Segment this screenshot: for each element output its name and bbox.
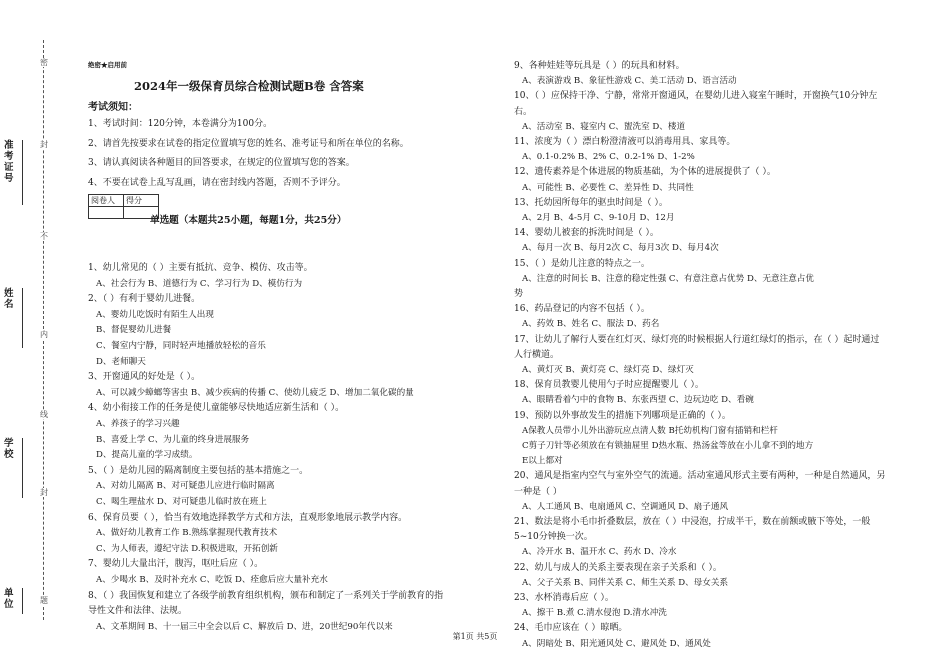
seal-mark: 题: [40, 596, 48, 605]
question-text: 13、托幼园所每年的驱虫时间是（ ）。: [514, 197, 668, 208]
field-school-label: 学校: [4, 438, 14, 460]
answer-options: A、社会行为 B、道德行为 C、学习行为 D、模仿行为: [96, 278, 303, 289]
question-text: 5~10分钟换一次。: [514, 532, 593, 543]
question-text: 导性文件和法律、法规。: [88, 606, 188, 617]
score-table-grader: 阅卷人: [89, 195, 124, 207]
seal-mark: 封: [40, 140, 48, 149]
question-text: 10、（ ）应保持干净、宁静，常常开窗通风，在婴幼儿进入寝室午睡时，开窗换气10分钟左: [514, 91, 878, 102]
answer-options: A、可能性 B、必要性 C、差异性 D、共同性: [522, 182, 694, 193]
question-text: 5、（ ）是幼儿园的隔离制度主要包括的基本措施之一。: [88, 465, 309, 476]
page-footer: 第1页 共5页: [452, 632, 498, 641]
answer-options: A、文革期间 B、十一届三中全会以后 C、解放后 D、进，20世纪90年代以来: [96, 621, 393, 632]
seal-mark: 密: [40, 58, 48, 67]
question-text: 20、通风是指室内空气与室外空气的流通。活动室通风形式主要有两种，一种是自然通风，另: [514, 471, 886, 482]
answer-options: B、督促婴幼儿进餐: [96, 325, 172, 336]
question-text: 9、各种娃娃等玩具是（ ）的玩具和材料。: [514, 61, 685, 71]
answer-options: A、做好幼儿教育工作 B.熟练掌握现代教育技术: [96, 528, 278, 539]
answer-options: A、阴暗处 B、阳光通风处 C、避风处 D、通风处: [522, 638, 711, 649]
question-text: 16、药品登记的内容不包括（ ）。: [514, 304, 650, 315]
binding-margin: [0, 0, 62, 671]
score-table: [88, 194, 159, 219]
question-text: 6、保育员要（ ），恰当有效地选择教学方式和方法，直观形象地展示教学内容。: [88, 512, 408, 523]
question-text: 1、幼儿常见的（ ）主要有抵抗、竞争、模仿、攻击等。: [88, 263, 313, 273]
section-heading: 单选题（本题共25小题，每题1分，共25分）: [150, 215, 347, 226]
answer-options: A、少喝水 B、及时补充水 C、吃饭 D、痊愈后应大量补充水: [96, 575, 328, 585]
seal-mark: 内: [40, 330, 48, 339]
question-text: 15、（ ）是幼儿注意的特点之一。: [514, 258, 650, 269]
answer-options: A、0.1-0.2% B、2% C、0.2-1% D、1-2%: [522, 152, 695, 163]
question-text: 7、婴幼儿大量出汗，腹泻，呕吐后应（ ）。: [88, 559, 264, 570]
answer-options: A、表演游戏 B、象征性游戏 C、美工活动 D、语言活动: [522, 76, 737, 87]
question-text: 4、幼小衔接工作的任务是使儿童能够尽快地适应新生活和（ ）。: [88, 403, 345, 414]
answer-options: A、活动室 B、寝室内 C、盥洗室 D、楼道: [522, 121, 686, 132]
question-text: 11、浓度为（ ）漂白粉澄清液可以消毒用具、家具等。: [514, 137, 736, 147]
score-table-grader-cell[interactable]: [89, 207, 124, 219]
answer-options: C、喝生理盐水 D、对可疑患儿临时放在班上: [96, 497, 267, 507]
answer-options: A、冷开水 B、温开水 C、药水 D、冷水: [522, 547, 677, 558]
notice-item: 4、不要在试卷上乱写乱画，请在密封线内答题，否则不予评分。: [88, 178, 346, 188]
question-text: 14、婴幼儿被套的拆洗时间是（ ）。: [514, 228, 659, 239]
answer-options: B、喜爱上学 C、为儿童的终身进展服务: [96, 434, 250, 445]
answer-options: A、人工通风 B、电扇通风 C、空调通风 D、扇子通风: [522, 501, 729, 512]
question-text: 22、幼儿与成人的关系主要表现在亲子关系和（ ）。: [514, 562, 722, 573]
answer-options: A、注意的时间长 B、注意的稳定性强 C、有意注意占优势 D、无意注意占优: [522, 273, 814, 284]
question-text: 8、（ ）我国恢复和建立了各级学前教育组织机构，颁布和制定了一系列关于学前教育的指: [88, 590, 444, 601]
answer-options: A、黄灯灭 B、黄灯亮 C、绿灯亮 D、绿灯灭: [522, 365, 694, 375]
field-unit-label: 单位: [4, 588, 14, 610]
notice-item: 3、请认真阅读各种题目的回答要求，在规定的位置填写您的答案。: [88, 158, 355, 168]
seal-mark: 不: [40, 232, 48, 241]
answer-options: A、每月一次 B、每月2次 C、每月3次 D、每月4次: [522, 243, 719, 254]
answer-options: E以上都对: [522, 456, 563, 467]
answer-options: A、2月 B、4-5月 C、9-10月 D、12月: [522, 213, 675, 223]
answer-options: C剪子刀针等必须放在有锁抽屉里 D热水瓶、热汤盆等放在小儿拿不到的地方: [522, 441, 814, 451]
question-text: 一种是（ ）: [514, 486, 562, 497]
answer-options: D、老师聊天: [96, 356, 146, 367]
answer-options: A、养孩子的学习兴趣: [96, 419, 180, 429]
question-text: 12、遗传素养是个体进展的物质基础，为个体的进展提供了（ ）。: [514, 167, 776, 178]
field-exam-number-label: 准考证号: [4, 140, 14, 184]
notice-heading: 考试须知：: [88, 102, 138, 113]
answer-options: A、眼睛看着勺中的食物 B、东张西望 C、边玩边吃 D、看碗: [522, 395, 754, 406]
page-title: 2024年一级保育员综合检测试题B卷 含答案: [134, 79, 364, 93]
score-table-score: 得分: [124, 195, 159, 207]
answer-options: A保教人员带小儿外出游玩应点清人数 B托幼机构门窗有插销和栏杆: [522, 425, 778, 436]
answer-options: A、对幼儿隔离 B、对可疑患儿应进行临时隔离: [96, 481, 275, 492]
answer-options: D、提高儿童的学习成绩。: [96, 450, 198, 461]
secret-label: 绝密★启用前: [88, 61, 127, 69]
answer-options: A、药效 B、姓名 C、服法 D、药名: [522, 319, 660, 330]
question-text: 24、毛巾应该在（ ）晾晒。: [514, 623, 628, 634]
question-text: 21、数法是将小毛巾折叠数层，放在（ ）中浸泡，拧成半干，数在前额或腋下等处，一般: [514, 517, 871, 527]
field-school-line: [22, 438, 23, 498]
field-exam-number-line: [22, 140, 23, 205]
seal-mark: 线: [40, 410, 48, 419]
answer-options: A、可以减少蟑螂等害虫 B、减少疾病的传播 C、使幼儿疲乏 D、增加二氧化碳的量: [96, 387, 414, 398]
field-name-label: 姓名: [4, 288, 14, 310]
answer-options: C、餐室内宁静，同时轻声地播放轻松的音乐: [96, 341, 266, 351]
answer-options: C、为人师表，遵纪守法 D.积极进取，开拓创新: [96, 543, 278, 554]
question-text: 3、开窗通风的好处是（ ）。: [88, 372, 201, 383]
field-unit-line: [22, 588, 23, 614]
answer-options: A、婴幼儿吃饭时有陌生人出现: [96, 309, 214, 320]
seal-mark: 封: [40, 488, 48, 497]
question-text: 23、水杯消毒后应（ ）。: [514, 593, 614, 603]
question-text: 19、预防以外事故发生的措施下列哪项是正确的（ ）。: [514, 410, 731, 421]
answer-options: A、父子关系 B、同伴关系 C、师生关系 D、母女关系: [522, 577, 729, 588]
question-text: 人行横道。: [514, 349, 560, 360]
question-text: 势: [514, 289, 524, 299]
notice-item: 2、请首先按要求在试卷的指定位置填写您的姓名、准考证号和所在单位的名称。: [88, 139, 409, 149]
question-text: 右。: [514, 106, 533, 117]
answer-options: A、擦干 B.煮 C.清水侵泡 D.清水冲洗: [522, 608, 667, 619]
question-text: 18、保育员教婴儿使用勺子时应提醒婴儿（ ）。: [514, 380, 704, 391]
question-text: 2、（ ）有利于婴幼儿进餐。: [88, 294, 201, 305]
notice-item: 1、考试时间：120分钟，本卷满分为100分。: [88, 119, 273, 129]
field-name-line: [22, 288, 23, 348]
question-text: 17、让幼儿了解行人要在红灯灭、绿灯亮的时候根据人行道红绿灯的指示，在（ ）起时通过: [514, 334, 880, 345]
